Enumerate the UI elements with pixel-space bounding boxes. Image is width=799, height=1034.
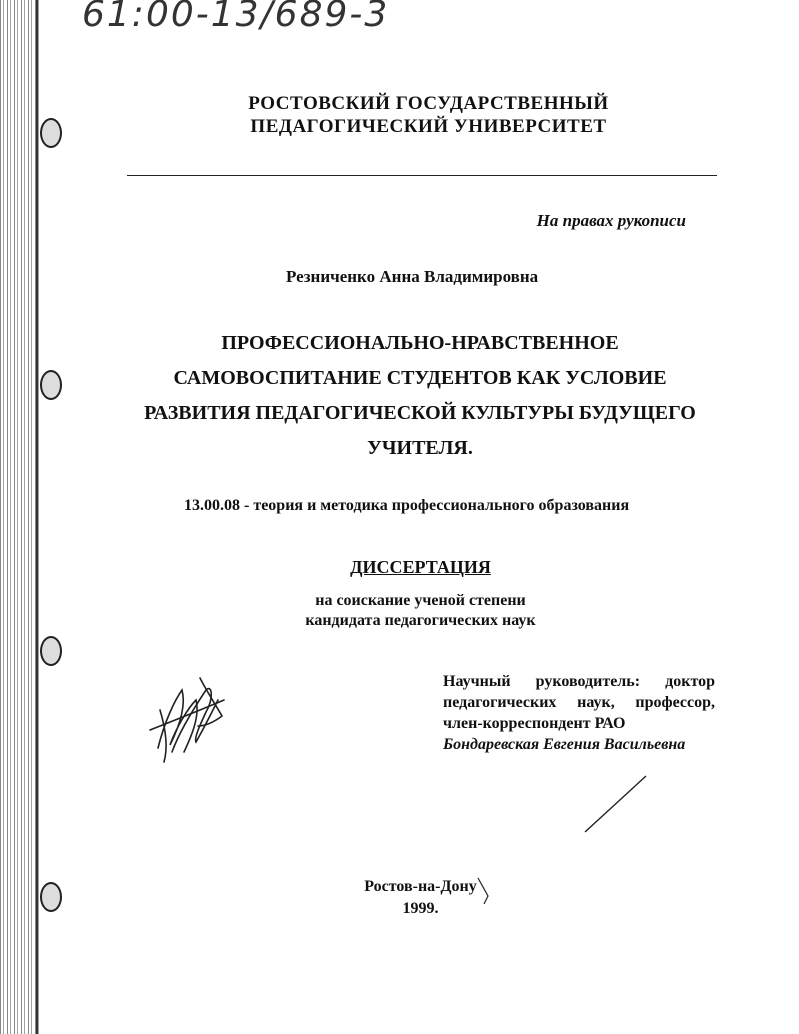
title-line: РАЗВИТИЯ ПЕДАГОГИЧЕСКОЙ КУЛЬТУРЫ БУДУЩЕГО (144, 402, 696, 424)
supervisor-block (443, 671, 715, 755)
supervisor-line-1: Научный руководитель: доктор (443, 673, 715, 690)
degree-line-2: кандидата педагогических наук (305, 612, 536, 629)
author-name: Резниченко Анна Владимировна (286, 267, 539, 286)
city: Ростов-на-Дону (364, 878, 477, 895)
dissertation-title (120, 326, 720, 466)
pen-stroke (585, 776, 646, 832)
supervisor-line-3: член-корреспондент РАО (443, 715, 626, 732)
supervisor-line-2: педагогических наук, профессор, (443, 694, 715, 711)
year: 1999. (402, 900, 439, 917)
punch-hole (40, 636, 62, 666)
university-line-1: РОСТОВСКИЙ ГОСУДАРСТВЕННЫЙ (248, 93, 609, 114)
title-line: САМОВОСПИТАНИЕ СТУДЕНТОВ КАК УСЛОВИЕ (173, 367, 667, 389)
title-line: УЧИТЕЛЯ. (367, 437, 473, 459)
supervisor-name: Бондаревская Евгения Васильевна (443, 736, 686, 753)
manuscript-note: На правах рукописи (536, 211, 686, 230)
header-divider (127, 175, 717, 176)
place-and-year (0, 876, 799, 920)
university-line-2: ПЕДАГОГИЧЕСКИЙ УНИВЕРСИТЕТ (250, 116, 607, 137)
archive-number: 61:00-13/689-3 (82, 0, 390, 35)
degree-line-1: на соискание ученой степени (315, 592, 526, 609)
specialty-code: 13.00.08 - теория и методика профессионального образования (184, 497, 630, 514)
signature-scribble (150, 678, 224, 762)
degree-info (0, 591, 799, 631)
title-line: ПРОФЕССИОНАЛЬНО-НРАВСТВЕННОЕ (221, 332, 619, 354)
document-type: ДИССЕРТАЦИЯ (350, 557, 491, 577)
punch-hole (40, 370, 62, 400)
